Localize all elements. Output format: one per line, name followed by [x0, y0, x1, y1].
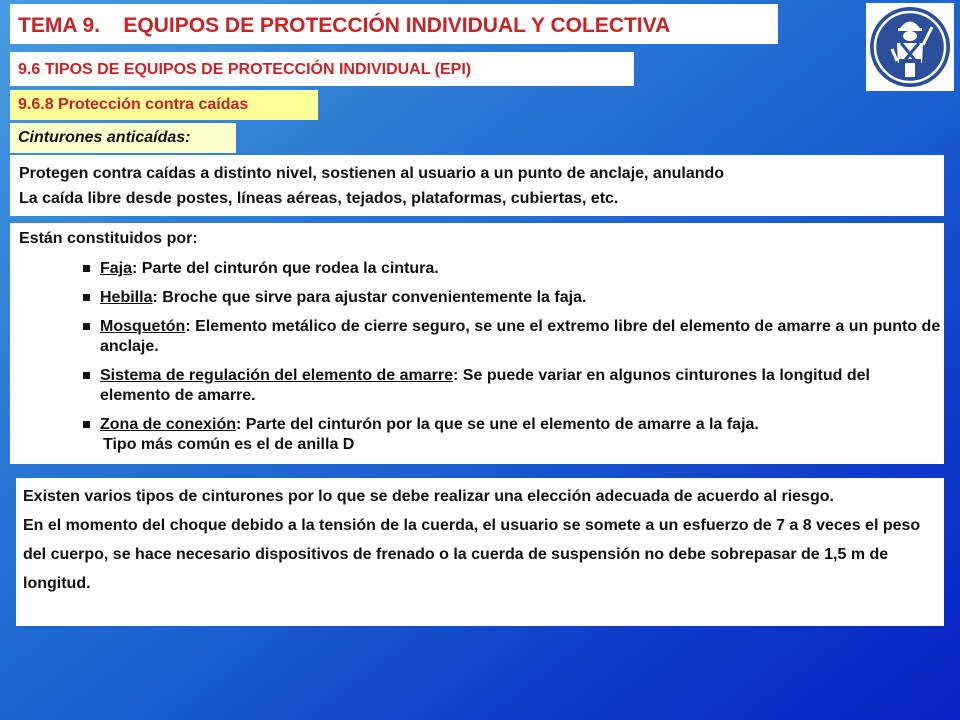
closing-paragraph [16, 478, 944, 626]
closing-text-1: Existen varios tipos de cinturones por lo que se debe realizar una elección adecuada de acuerdo al riesgo. [23, 488, 834, 505]
item-term: Faja [100, 260, 133, 277]
square-bullet-icon [83, 323, 90, 330]
intro-line-1: Protegen contra caídas a distinto nivel, sostienen al usuario a un punto de anclaje, anulando [19, 165, 725, 182]
item-term: Hebilla [100, 289, 153, 306]
list-item [19, 317, 944, 357]
list-item [19, 415, 944, 435]
safety-harness-sign-icon [868, 5, 952, 89]
list-item [19, 259, 944, 279]
safety-harness-sign [866, 3, 954, 91]
subsection-heading: Cinturones anticaídas: [10, 123, 236, 153]
components-note: Tipo más común es el de anilla D [103, 436, 355, 453]
square-bullet-icon [83, 421, 90, 428]
list-item [19, 288, 944, 308]
components-list-box [10, 223, 944, 464]
item-term: Mosquetón [100, 318, 186, 335]
intro-line-2: La caída libre desde postes, líneas aéreas, tejados, plataformas, cubiertas, etc. [19, 190, 619, 207]
slide-title [10, 4, 778, 44]
title-main: EQUIPOS DE PROTECCIÓN INDIVIDUAL Y COLECTIVA [123, 14, 671, 37]
item-desc: : Se puede variar en algunos cinturones la longitud del elemento de amarre. [100, 367, 870, 404]
intro-paragraph [10, 155, 944, 216]
components-list [19, 259, 944, 435]
section-heading: 9.6.8 Protección contra caídas [10, 90, 318, 120]
square-bullet-icon [83, 265, 90, 272]
item-desc: : Elemento metálico de cierre seguro, se une el extremo libre del elemento de amarre a un punto de anclaje. [100, 318, 941, 355]
square-bullet-icon [83, 294, 90, 301]
list-item [19, 366, 944, 406]
item-desc: : Parte del cinturón por la que se une el elemento de amarre a la faja. [236, 416, 759, 433]
title-prefix: TEMA 9. [18, 14, 101, 37]
item-desc: : Broche que sirve para ajustar convenientemente la faja. [152, 289, 587, 306]
item-desc: : Parte del cinturón que rodea la cintura. [132, 260, 439, 277]
closing-text-2: En el momento del choque debido a la tensión de la cuerda, el usuario se somete a un esfuerzo de 7 a 8 veces el peso del cuerpo, se hace necesario dispositivos de frenado o la cuerda de suspensión no debe sobrepasar de 1,5 m de longitud. [23, 517, 921, 592]
components-intro: Están constituidos por: [19, 230, 198, 247]
item-term: Sistema de regulación del elemento de amarre [100, 367, 454, 384]
square-bullet-icon [83, 372, 90, 379]
item-term: Zona de conexión [100, 416, 237, 433]
slide-subtitle: 9.6 TIPOS DE EQUIPOS DE PROTECCIÓN INDIVIDUAL (EPI) [10, 52, 634, 86]
